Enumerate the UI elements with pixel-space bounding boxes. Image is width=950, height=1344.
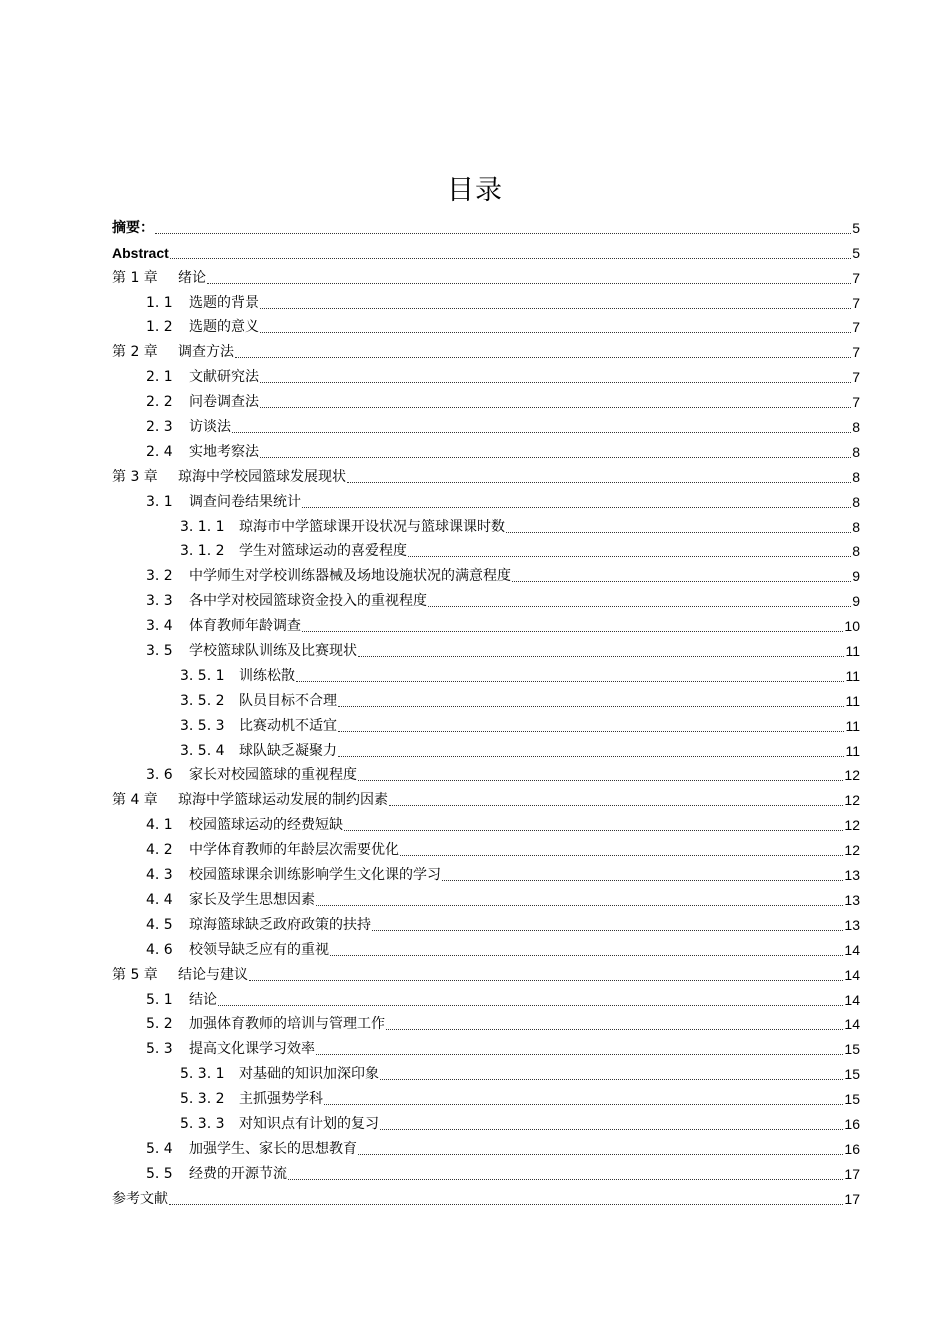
dot-leader (344, 829, 843, 831)
toc-entry[interactable] (112, 361, 860, 386)
dot-leader (218, 1004, 843, 1006)
toc-entry-page-number: 7 (852, 344, 860, 361)
toc-entry[interactable] (112, 784, 860, 809)
toc-entry[interactable] (112, 536, 860, 561)
toc-entry[interactable] (112, 262, 860, 287)
toc-entry-number: 第 3 章 (112, 468, 158, 485)
toc-entry-title: 结论与建议 (178, 966, 248, 983)
dot-leader (260, 456, 851, 458)
toc-entry-title: 校园篮球运动的经费短缺 (189, 817, 343, 834)
toc-entry-page-number: 15 (844, 1091, 860, 1108)
toc-entry[interactable] (112, 585, 860, 610)
toc-entry-title: 主抓强势学科 (239, 1091, 323, 1108)
toc-entry-number: 4. 3 (146, 867, 173, 884)
toc-entry-title: 绪论 (178, 269, 206, 286)
toc-entry-page-number: 8 (852, 443, 860, 460)
toc-entry-number: 4. 5 (146, 916, 173, 933)
table-of-contents (112, 212, 860, 1208)
dot-leader (235, 356, 851, 358)
dot-leader (302, 506, 851, 508)
toc-entry-title: 参考文献 (112, 1190, 168, 1207)
toc-entry-title: 家长及学生思想因素 (189, 891, 315, 908)
toc-entry-title: 各中学对校园篮球资金投入的重视程度 (189, 593, 427, 610)
toc-entry[interactable] (112, 859, 860, 884)
toc-entry[interactable] (112, 760, 860, 785)
toc-entry-title: Abstract (112, 244, 169, 261)
toc-entry-page-number: 9 (852, 593, 860, 610)
toc-entry-page-number: 15 (844, 1041, 860, 1058)
toc-entry[interactable] (112, 436, 860, 461)
toc-entry[interactable] (112, 312, 860, 337)
toc-entry-page-number: 16 (844, 1115, 860, 1132)
dot-leader (260, 331, 851, 333)
dot-leader (338, 755, 844, 757)
toc-entry-page-number: 13 (844, 916, 860, 933)
toc-entry-page-number: 14 (844, 966, 860, 983)
toc-entry-title: 校领导缺乏应有的重视 (189, 941, 329, 958)
dot-leader (316, 1053, 843, 1055)
toc-entry[interactable] (112, 610, 860, 635)
dot-leader (324, 1103, 843, 1105)
toc-entry-title: 训练松散 (239, 667, 295, 684)
toc-entry-title: 学校篮球队训练及比赛现状 (189, 643, 357, 660)
dot-leader (169, 1203, 843, 1205)
toc-entry-title: 对知识点有计划的复习 (239, 1115, 379, 1132)
dot-leader (296, 680, 844, 682)
toc-entry-number: 4. 1 (146, 817, 173, 834)
dot-leader (380, 1128, 843, 1130)
dot-leader (249, 979, 843, 981)
toc-entry[interactable] (112, 1033, 860, 1058)
toc-entry-page-number: 13 (844, 867, 860, 884)
toc-entry[interactable] (112, 1083, 860, 1108)
toc-entry-page-number: 5 (852, 244, 860, 261)
toc-entry-page-number: 11 (845, 692, 860, 709)
toc-entry-number: 第 2 章 (112, 344, 158, 361)
toc-entry-number: 4. 2 (146, 842, 173, 859)
dot-leader (512, 580, 851, 582)
toc-entry[interactable] (112, 685, 860, 710)
toc-entry-title: 文献研究法 (189, 369, 259, 386)
toc-entry-number: 5. 3 (146, 1041, 173, 1058)
toc-entry-number: 2. 2 (146, 394, 173, 411)
toc-entry-number: 3. 1 (146, 493, 173, 510)
toc-entry-title: 经费的开源节流 (189, 1165, 287, 1182)
toc-entry-number: 4. 4 (146, 891, 173, 908)
toc-entry[interactable] (112, 884, 860, 909)
toc-entry-number: 5. 3. 1 (180, 1066, 225, 1083)
toc-entry-title: 琼海中学篮球运动发展的制约因素 (178, 792, 388, 809)
toc-entry-title: 比赛动机不适宜 (239, 717, 337, 734)
dot-leader (260, 307, 851, 309)
toc-entry[interactable] (112, 1058, 860, 1083)
dot-leader (372, 929, 843, 931)
toc-entry-number: 2. 1 (146, 369, 173, 386)
toc-entry-page-number: 12 (844, 792, 860, 809)
toc-entry-page-number: 9 (852, 568, 860, 585)
dot-leader (408, 555, 851, 557)
toc-entry-title: 加强体育教师的培训与管理工作 (189, 1016, 385, 1033)
toc-entry-page-number: 8 (852, 493, 860, 510)
toc-entry-title: 加强学生、家长的思想教育 (189, 1140, 357, 1157)
toc-entry-title: 体育教师年龄调查 (189, 618, 301, 635)
dot-leader (170, 257, 851, 259)
toc-entry[interactable] (112, 1158, 860, 1183)
toc-entry-title: 中学师生对学校训练器械及场地设施状况的满意程度 (189, 568, 511, 585)
toc-entry[interactable] (112, 959, 860, 984)
toc-entry-page-number: 11 (845, 643, 860, 660)
toc-entry-number: 3. 1. 2 (180, 543, 225, 560)
toc-entry-number: 5. 3. 2 (180, 1091, 225, 1108)
toc-entry-number: 4. 6 (146, 941, 173, 958)
dot-leader (338, 730, 844, 732)
toc-entry-number: 5. 1 (146, 991, 173, 1008)
dot-leader (428, 605, 851, 607)
toc-entry[interactable] (112, 1183, 860, 1208)
toc-entry[interactable] (112, 386, 860, 411)
toc-entry[interactable] (112, 1009, 860, 1034)
toc-entry-number: 2. 3 (146, 419, 173, 436)
toc-entry-page-number: 15 (844, 1066, 860, 1083)
toc-entry-page-number: 8 (852, 543, 860, 560)
dot-leader (358, 779, 843, 781)
toc-entry-page-number: 5 (852, 219, 860, 236)
toc-entry-title: 调查问卷结果统计 (189, 493, 301, 510)
dot-leader (330, 954, 843, 956)
toc-entry-title: 琼海中学校园篮球发展现状 (178, 468, 346, 485)
toc-entry[interactable] (112, 212, 860, 237)
toc-entry-title: 选题的意义 (189, 319, 259, 336)
toc-entry-title: 选题的背景 (189, 294, 259, 311)
toc-entry-page-number: 14 (844, 1016, 860, 1033)
toc-entry-page-number: 8 (852, 468, 860, 485)
toc-entry[interactable] (112, 735, 860, 760)
toc-entry-number: 3. 5. 2 (180, 692, 225, 709)
toc-entry-number: 3. 5. 4 (180, 742, 225, 759)
toc-entry-title: 球队缺乏凝聚力 (239, 742, 337, 759)
toc-entry-page-number: 7 (852, 294, 860, 311)
toc-entry[interactable] (112, 660, 860, 685)
dot-leader (400, 854, 843, 856)
toc-entry-number: 3. 2 (146, 568, 173, 585)
dot-leader (288, 1178, 843, 1180)
toc-entry-page-number: 16 (844, 1140, 860, 1157)
toc-entry-number: 3. 3 (146, 593, 173, 610)
toc-entry[interactable] (112, 984, 860, 1009)
toc-entry-title: 学生对篮球运动的喜爱程度 (239, 543, 407, 560)
toc-entry-title: 家长对校园篮球的重视程度 (189, 767, 357, 784)
toc-entry[interactable] (112, 237, 860, 262)
dot-leader (386, 1028, 843, 1030)
toc-entry-title: 实地考察法 (189, 443, 259, 460)
toc-entry[interactable] (112, 411, 860, 436)
toc-entry-page-number: 17 (844, 1190, 860, 1207)
toc-title: 目录 (447, 175, 503, 206)
dot-leader (358, 1153, 843, 1155)
toc-entry-page-number: 7 (852, 394, 860, 411)
dot-leader (232, 431, 851, 433)
toc-entry-page-number: 7 (852, 369, 860, 386)
toc-entry-page-number: 12 (844, 767, 860, 784)
toc-entry-number: 3. 1. 1 (180, 518, 225, 535)
dot-leader (347, 481, 851, 483)
toc-entry[interactable] (112, 287, 860, 312)
toc-entry-title: 问卷调查法 (189, 394, 259, 411)
dot-leader (358, 655, 844, 657)
toc-entry[interactable] (112, 710, 860, 735)
dot-leader (389, 804, 843, 806)
dot-leader (302, 630, 843, 632)
dot-leader (260, 406, 851, 408)
dot-leader (155, 232, 851, 234)
toc-entry-title: 琼海篮球缺乏政府政策的扶持 (189, 916, 371, 933)
dot-leader (207, 282, 851, 284)
toc-entry-number: 3. 6 (146, 767, 173, 784)
dot-leader (380, 1078, 843, 1080)
toc-entry-number: 5. 2 (146, 1016, 173, 1033)
toc-entry-number: 第 4 章 (112, 792, 158, 809)
toc-entry[interactable] (112, 909, 860, 934)
toc-entry-page-number: 11 (845, 667, 860, 684)
toc-entry[interactable] (112, 1108, 860, 1133)
dot-leader (338, 705, 844, 707)
toc-entry-page-number: 10 (844, 618, 860, 635)
toc-entry-number: 3. 4 (146, 618, 173, 635)
toc-entry-number: 第 5 章 (112, 966, 158, 983)
toc-entry-number: 第 1 章 (112, 269, 158, 286)
toc-entry-title: 对基础的知识加深印象 (239, 1066, 379, 1083)
toc-entry-page-number: 13 (844, 891, 860, 908)
toc-entry-title: 校园篮球课余训练影响学生文化课的学习 (189, 867, 441, 884)
toc-entry-number: 1. 2 (146, 319, 173, 336)
toc-entry-title: 中学体育教师的年龄层次需要优化 (189, 842, 399, 859)
toc-entry-page-number: 11 (845, 717, 860, 734)
toc-entry-number: 2. 4 (146, 443, 173, 460)
toc-entry-title: 摘要： (112, 219, 154, 236)
toc-entry[interactable] (112, 461, 860, 486)
toc-entry-number: 3. 5 (146, 643, 173, 660)
toc-entry[interactable] (112, 560, 860, 585)
dot-leader (260, 381, 851, 383)
toc-entry-page-number: 12 (844, 817, 860, 834)
toc-entry[interactable] (112, 511, 860, 536)
toc-entry-title: 结论 (189, 991, 217, 1008)
toc-entry-page-number: 7 (852, 319, 860, 336)
toc-entry-number: 5. 5 (146, 1165, 173, 1182)
toc-entry[interactable] (112, 934, 860, 959)
toc-entry[interactable] (112, 834, 860, 859)
toc-entry[interactable] (112, 486, 860, 511)
toc-entry-title: 队员目标不合理 (239, 692, 337, 709)
toc-entry-page-number: 8 (852, 419, 860, 436)
toc-entry-page-number: 8 (852, 518, 860, 535)
toc-entry[interactable] (112, 1133, 860, 1158)
toc-entry-number: 5. 3. 3 (180, 1115, 225, 1132)
toc-entry-title: 琼海市中学篮球课开设状况与篮球课课时数 (239, 518, 505, 535)
toc-entry-page-number: 7 (852, 269, 860, 286)
toc-entry-page-number: 14 (844, 991, 860, 1008)
toc-entry-number: 3. 5. 1 (180, 667, 225, 684)
dot-leader (442, 879, 843, 881)
toc-entry-number: 3. 5. 3 (180, 717, 225, 734)
toc-entry-title: 调查方法 (178, 344, 234, 361)
dot-leader (506, 531, 851, 533)
toc-entry-page-number: 12 (844, 842, 860, 859)
toc-entry-number: 1. 1 (146, 294, 173, 311)
toc-entry-page-number: 14 (844, 941, 860, 958)
toc-entry-page-number: 11 (845, 742, 860, 759)
toc-entry-page-number: 17 (844, 1165, 860, 1182)
toc-entry-title: 访谈法 (189, 419, 231, 436)
toc-entry-number: 5. 4 (146, 1140, 173, 1157)
toc-entry[interactable] (112, 336, 860, 361)
toc-entry[interactable] (112, 809, 860, 834)
toc-entry-title: 提高文化课学习效率 (189, 1041, 315, 1058)
toc-entry[interactable] (112, 635, 860, 660)
dot-leader (316, 904, 843, 906)
